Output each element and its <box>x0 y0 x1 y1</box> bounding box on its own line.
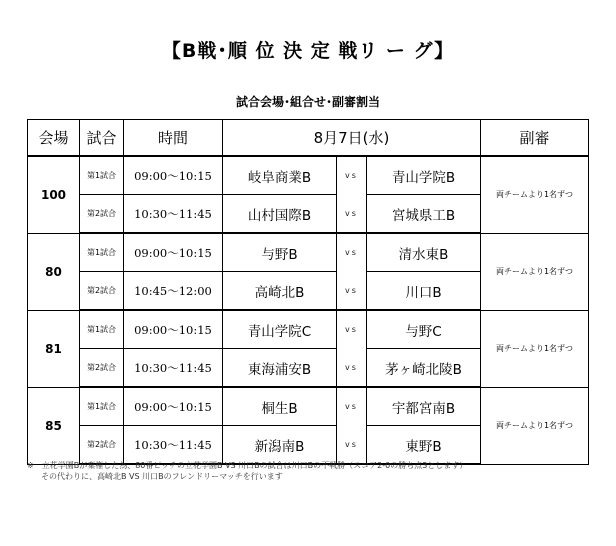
game-number-cell: 第2試合 <box>80 195 124 234</box>
time-cell: 10:30～11:45 <box>124 426 223 465</box>
venue-cell: 80 <box>28 233 80 310</box>
game-number-cell: 第2試合 <box>80 426 124 465</box>
away-team-cell: 与野C <box>367 310 481 349</box>
vs-cell: vs <box>337 426 367 465</box>
footnote-line: その代わりに、高崎北B VS 川口Bのフレンドリーマッチを行います <box>41 472 283 481</box>
away-team-cell: 茅ヶ崎北陵B <box>367 349 481 388</box>
home-team-cell: 青山学院C <box>223 310 337 349</box>
time-cell: 10:30～11:45 <box>124 195 223 234</box>
vs-cell: vs <box>337 156 367 195</box>
vs-cell: vs <box>337 233 367 272</box>
venue-cell: 85 <box>28 387 80 464</box>
footnote-line: ※ 立花学園Bが棄権した為、80番ピッチの立花学園B VS 川口Bの試合は川口Bの不戦勝（スコア2-0の勝ち点3とします） <box>27 461 468 470</box>
time-cell: 10:30～11:45 <box>124 349 223 388</box>
vs-cell: vs <box>337 310 367 349</box>
referee-cell: 両チームより1名ずつ <box>481 156 589 233</box>
home-team-cell: 与野B <box>223 233 337 272</box>
page-title: 【B戦･順 位 決 定 戦リ ー グ】 <box>161 40 455 62</box>
table-row <box>28 156 589 195</box>
table-row <box>28 310 589 349</box>
header-row <box>28 120 589 157</box>
time-cell: 09:00～10:15 <box>124 310 223 349</box>
away-team-cell: 東野B <box>367 426 481 465</box>
away-team-cell: 川口B <box>367 272 481 311</box>
vs-cell: vs <box>337 349 367 388</box>
table-row <box>28 233 589 272</box>
game-number-cell: 第1試合 <box>80 233 124 272</box>
header-date: 8月7日(水) <box>223 120 481 157</box>
away-team-cell: 宇都宮南B <box>367 387 481 426</box>
table-subtitle: 試合会場･組合せ･副審割当 <box>235 95 380 109</box>
venue-cell: 100 <box>28 156 80 233</box>
venue-cell: 81 <box>28 310 80 387</box>
vs-cell: vs <box>337 272 367 311</box>
home-team-cell: 岐阜商業B <box>223 156 337 195</box>
time-cell: 10:45～12:00 <box>124 272 223 311</box>
table-row <box>28 387 589 426</box>
header-time: 時間 <box>124 120 223 157</box>
game-number-cell: 第1試合 <box>80 310 124 349</box>
game-number-cell: 第2試合 <box>80 272 124 311</box>
home-team-cell: 東海浦安B <box>223 349 337 388</box>
home-team-cell: 新潟南B <box>223 426 337 465</box>
game-number-cell: 第1試合 <box>80 387 124 426</box>
away-team-cell: 宮城県工B <box>367 195 481 234</box>
home-team-cell: 桐生B <box>223 387 337 426</box>
away-team-cell: 青山学院B <box>367 156 481 195</box>
away-team-cell: 清水東B <box>367 233 481 272</box>
game-number-cell: 第1試合 <box>80 156 124 195</box>
time-cell: 09:00～10:15 <box>124 387 223 426</box>
time-cell: 09:00～10:15 <box>124 156 223 195</box>
footnote <box>27 460 467 482</box>
header-referee: 副審 <box>481 120 589 157</box>
referee-cell: 両チームより1名ずつ <box>481 310 589 387</box>
schedule-table <box>27 119 589 465</box>
referee-cell: 両チームより1名ずつ <box>481 387 589 464</box>
header-venue: 会場 <box>28 120 80 157</box>
vs-cell: vs <box>337 195 367 234</box>
game-number-cell: 第2試合 <box>80 349 124 388</box>
referee-cell: 両チームより1名ずつ <box>481 233 589 310</box>
time-cell: 09:00～10:15 <box>124 233 223 272</box>
vs-cell: vs <box>337 387 367 426</box>
header-game: 試合 <box>80 120 124 157</box>
home-team-cell: 山村国際B <box>223 195 337 234</box>
home-team-cell: 高崎北B <box>223 272 337 311</box>
